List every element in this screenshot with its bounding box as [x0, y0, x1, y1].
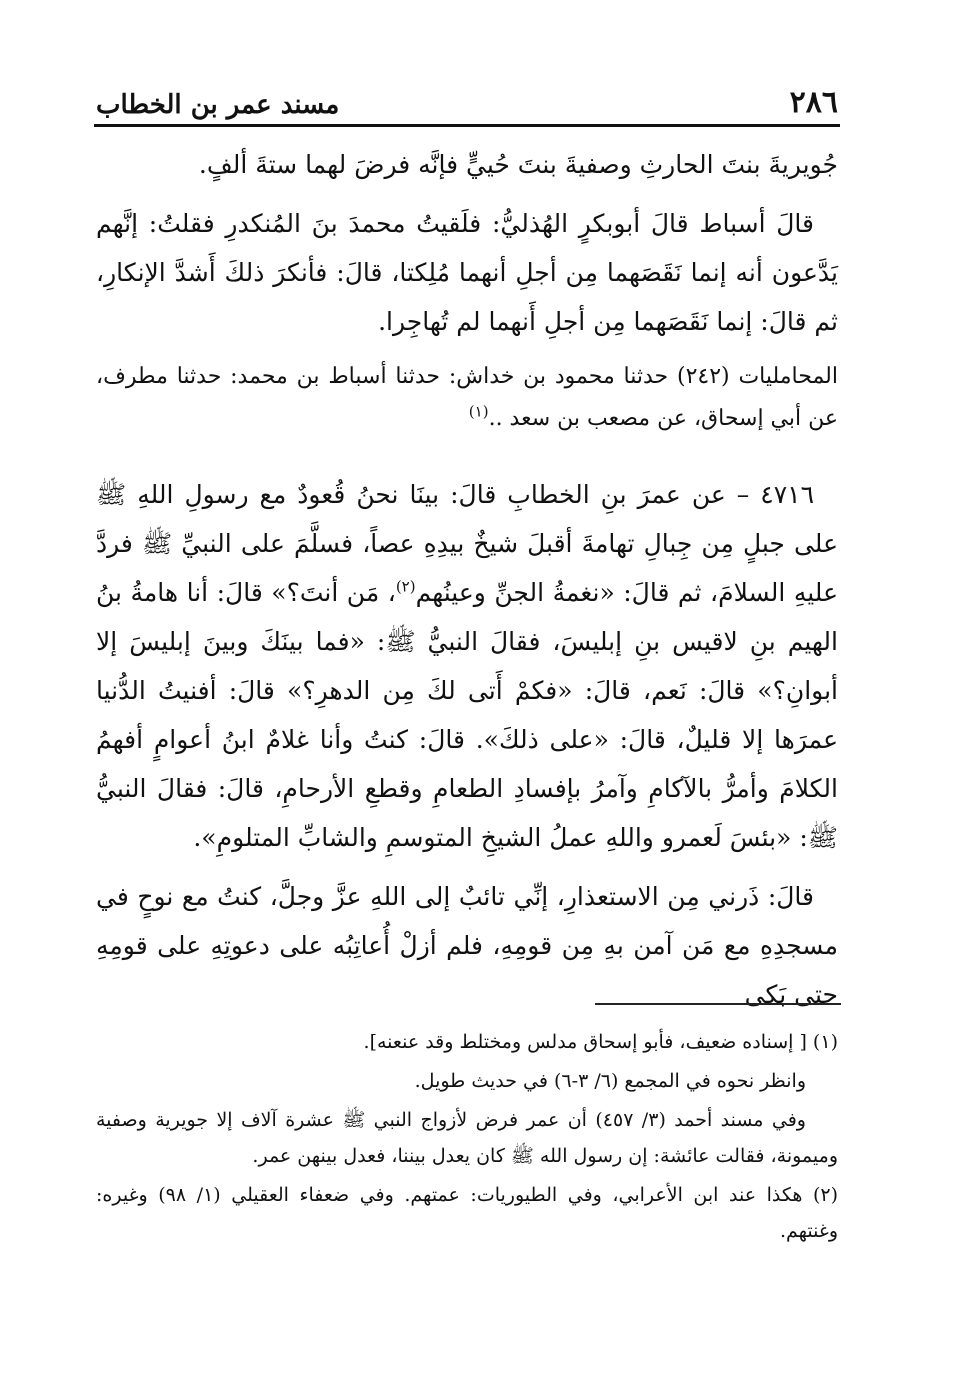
- footnote-1-note-c: وفي مسند أحمد (٣/ ٤٥٧) أن عمر فرض لأزواج النبي ﷺ عشرة آلاف إلا جويرية وصفية وميمونة، فقالت عائشة: إن رسول الله ﷺ كان يعدل بيننا، فعدل بينهن عمر.: [96, 1109, 838, 1167]
- paragraph-2: قالَ أسباط قالَ أبوبكرٍ الهُذليُّ: فلَقيتُ محمدَ بنَ المُنكدرِ فقلتُ: إنَّهم يَدَّعون أنه إنما نَقَصَهما مِن أجلِ أنهما مُلِكتا، قالَ: فأنكرَ ذلكَ أَشدَّ الإنكارِ، ثم قالَ: إنما نَقَصَهما مِن أجلِ أَنهما لم تُهاجِرا.: [96, 209, 838, 336]
- page-number: ٢٨٦: [789, 85, 838, 120]
- header-rule: [94, 124, 840, 127]
- hadith-4716-part-2: ، مَن أنتَ؟» قالَ: أنا هامةُ بنُ الهيم بنِ لاقيس بنِ إبليسَ، فقالَ النبيُّ ﷺ: «فما بينَكَ وبينَ إبليسَ إلا أبوانِ؟» قالَ: نَعم، قالَ: «فكمْ أَتى لكَ مِن الدهرِ؟» قالَ: أفنيتُ الدُّنيا عمرَها إلا قليلٌ، قالَ: «على ذلكَ». قالَ: كنتُ وأنا غلامٌ ابنُ أعوامٍ أفهمُ الكلامَ وأمرُّ بالآكامِ وآمرُ بإفسادِ الطعامِ وقطعِ الأرحامِ، قالَ: فقالَ النبيُّ ﷺ: «بئسَ لَعمرو واللهِ عملُ الشيخِ المتوسمِ والشابِّ المتلومِ».: [96, 578, 838, 852]
- footnote-ref-2: (٢): [395, 577, 416, 596]
- footnote-separator: [595, 1003, 841, 1005]
- source-citation-text: المحامليات (٢٤٢) حدثنا محمود بن خداش: حدثنا أسباط بن محمد: حدثنا مطرف، عن أبي إسحاق، عن مصعب بن سعد ..: [96, 364, 838, 431]
- footnote-2: (٢) هكذا عند ابن الأعرابي، وفي الطيوريات: عمتهم. وفي ضعفاء العقيلي (١/ ٩٨) وغيره: وغنتهم.: [96, 1184, 838, 1242]
- running-title: مسند عمر بن الخطاب: [96, 90, 340, 120]
- page-header: [96, 78, 838, 118]
- footnote-ref-1: (١): [468, 402, 489, 421]
- hadith-4716-part-1: ٤٧١٦ – عن عمرَ بنِ الخطابِ قالَ: بينَا نحنُ قُعودٌ مع رسولِ اللهِ ﷺ على جبلٍ مِن جِبالِ تهامةَ أقبلَ شيخٌ بيدِهِ عصاً، فسلَّمَ على النبيِّ ﷺ فردَّ عليهِ السلامَ، ثم قالَ: «نغمةُ الجنِّ وعينُهم: [96, 480, 838, 607]
- hadith-4716: [96, 470, 838, 862]
- paragraph-1: جُويريةَ بنتَ الحارثِ وصفيةَ بنتَ حُييٍّ فإنَّه فرضَ لهما ستةَ ألفٍ.: [198, 150, 838, 179]
- footnotes: [96, 1024, 838, 1252]
- footnote-1: (١) [ إسناده ضعيف، فأبو إسحاق مدلس ومختلط وقد عنعنه].: [363, 1031, 838, 1053]
- source-citation: [96, 356, 838, 440]
- footnote-1-note-b: وانظر نحوه في المجمع (٦/ ٣-٦) في حديث طويل.: [414, 1070, 806, 1092]
- paragraph-4: قالَ: ذَرني مِن الاستعذارِ، إنِّي تائبٌ إلى اللهِ عزَّ وجلَّ، كنتُ مع نوحٍ في مسجدِهِ مع مَن آمن بهِ مِن قومِهِ، فلم أزلْ أُعاتِبُه على دعوتِهِ على قومِهِ حتى بَكى: [96, 882, 838, 1009]
- main-text: [96, 140, 838, 1029]
